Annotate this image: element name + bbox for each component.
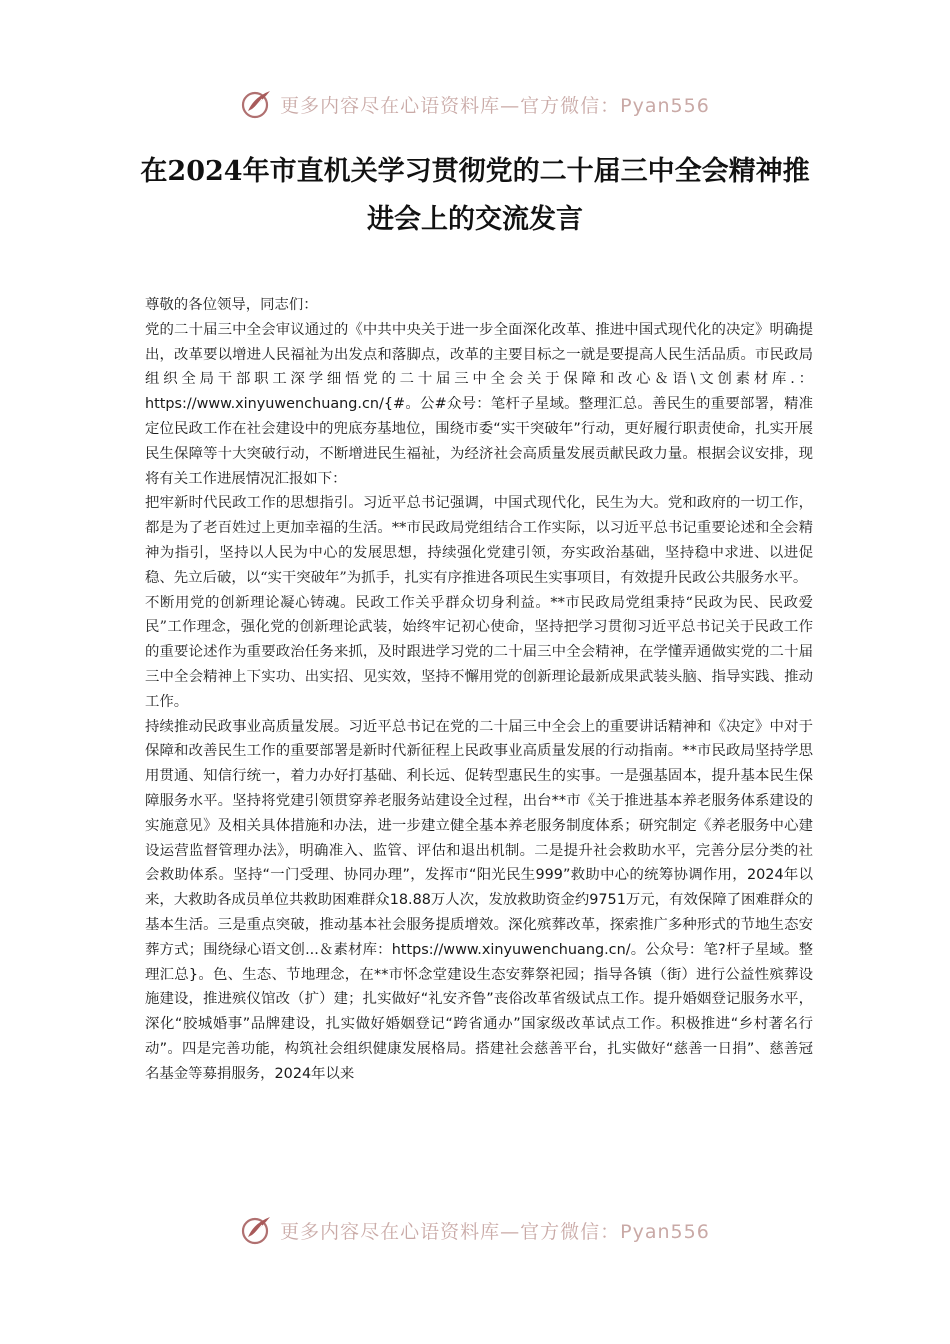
quill-logo-icon <box>240 87 274 121</box>
quill-logo-icon <box>240 1213 274 1247</box>
paragraph-3: 不断用党的创新理论凝心铸魂。民政工作关乎群众切身利益。**市民政局党组秉持“民政为民、民政爱民”工作理念，强化党的创新理论武装，始终牢记初心使命，坚持把学习贯彻习近平总书记关于民政工作的重要论述作为重要政治任务来抓，及时跟进学习党的二十届三中全会精神，在学懂弄通做实党的二十届三中全会精神上下实功、出实招、见实效，坚持不懈用党的创新理论最新成果武装头脑、指导实践、推动工作。 <box>145 594 813 710</box>
paragraph-1: 党的二十届三中全会审议通过的《中共中央关于进一步全面深化改革、推进中国式现代化的决定》明确提出，改革要以增进人民福祉为出发点和落脚点，改革的主要目标之一就是要提高人民生活品质。市民政局组织全局干部职工深学细悟党的二十届三中全会关于保障和改心＆语\文创素材库.：https://www.xinyuwenchuang.cn/{#。公#众号：笔杆子星域。整理汇总。善民生的重要部署，精准定位民政工作在社会建设中的兜底夯基地位，围绕市委“实干突破年”行动，更好履行职责使命，扎实开展民生保障等十大突破行动，不断增进民生福祉，为经济社会高质量发展贡献民政力量。根据会议安排，现将有关工作进展情况汇报如下： <box>145 321 813 487</box>
watermark-banner-top <box>0 84 950 124</box>
page-title: 在2024年市直机关学习贯彻党的二十届三中全会精神推进会上的交流发言 <box>140 156 810 235</box>
watermark-banner-bottom <box>0 1210 950 1250</box>
paragraph-2: 把牢新时代民政工作的思想指引。习近平总书记强调，中国式现代化，民生为大。党和政府的一切工作，都是为了老百姓过上更加幸福的生活。**市民政局党组结合工作实际，以习近平总书记重要论述和全会精神为指引，坚持以人民为中心的发展思想，持续强化党建引领，夯实政治基础，坚持稳中求进、以进促稳、先立后破，以“实干突破年”为抓手，扎实有序推进各项民生实事项目，有效提升民政公共服务水平。 <box>145 495 813 586</box>
document-body <box>145 293 813 1087</box>
watermark-text: 更多内容尽在心语资料库—官方微信：Pyan556 <box>280 1220 710 1243</box>
salutation: 尊敬的各位领导，同志们： <box>145 297 318 313</box>
watermark-text: 更多内容尽在心语资料库—官方微信：Pyan556 <box>280 94 710 117</box>
paragraph-4: 持续推动民政事业高质量发展。习近平总书记在党的二十届三中全会上的重要讲话精神和《决定》中对于保障和改善民生工作的重要部署是新时代新征程上民政事业高质量发展的行动指南。**市民政局坚持学思用贯通、知信行统一，着力办好打基础、利长远、促转型惠民生的实事。一是强基固本，提升基本民生保障服务水平。坚持将党建引领贯穿养老服务站建设全过程，出台**市《关于推进基本养老服务体系建设的实施意见》及相关具体措施和办法，进一步建立健全基本养老服务制度体系；研究制定《养老服务中心建设运营监督管理办法》，明确准入、监管、评估和退出机制。二是提升社会救助水平，完善分层分类的社会救助体系。坚持“一门受理、协同办理”，发挥市“阳光民生999”救助中心的统筹协调作用，2024年以来，大救助各成员单位共救助困难群众18.88万人次，发放救助资金约9751万元，有效保障了困难群众的基本生活。三是重点突破，推动基本社会服务提质增效。深化殡葬改革，探索推广多种形式的节地生态安葬方式；围绕绿心语文创...＆素材库：https://www.xinyuwenchuang.cn/。公众号：笔?杆子星域。整理汇总}。色、生态、节地理念，在**市怀念堂建设生态安葬祭祀园；指导各镇（街）进行公益性殡葬设施建设，推进殡仪馆改（扩）建；扎实做好“礼安齐鲁”丧俗改革省级试点工作。提升婚姻登记服务水平，深化“胶城婚事”品牌建设，扎实做好婚姻登记“跨省通办”国家级改革试点工作。积极推进“乡村著名行动”。四是完善功能，构筑社会组织健康发展格局。搭建社会慈善平台，扎实做好“慈善一日捐”、慈善冠名基金等募捐服务，2024年以来 <box>145 718 813 1082</box>
